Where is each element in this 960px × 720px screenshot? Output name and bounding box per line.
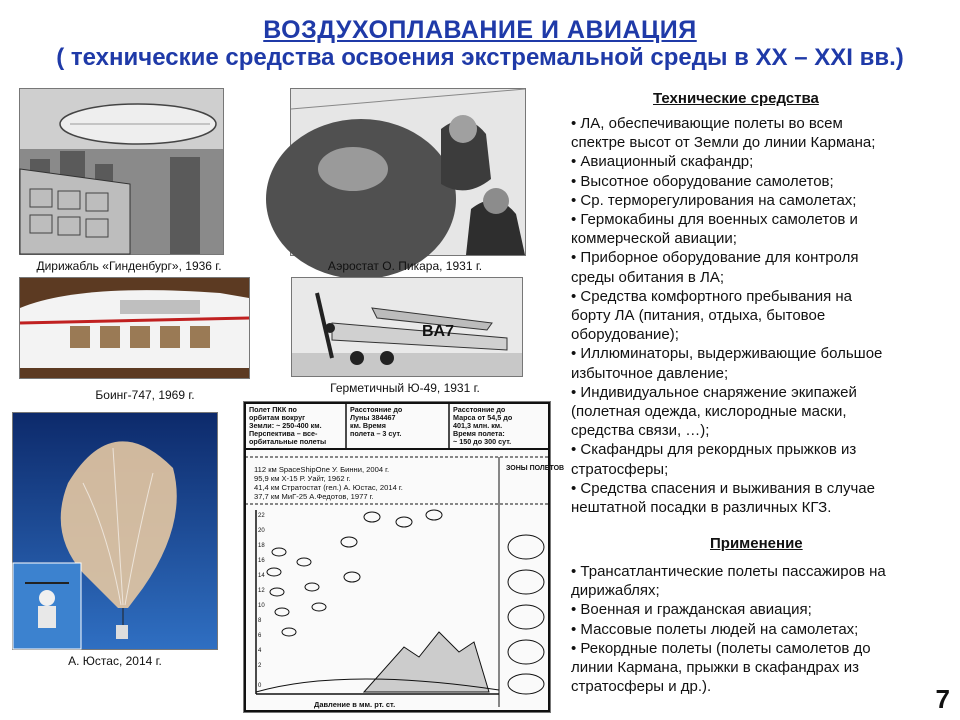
- tech-item: борту ЛА (питания, отдыха, бытовое: [571, 307, 826, 325]
- aerostat-caption: Аэростат О. Пикара, 1931 г.: [327, 259, 483, 273]
- tech-item: • ЛА, обеспечивающие полеты во всем: [571, 115, 843, 132]
- eustace-photo: [12, 412, 218, 650]
- diagram-header-1-line-4: Перспектива – все-: [249, 429, 318, 438]
- slide-subtitle: ( технические средства освоения экстремальной среды в ХХ – ХХI вв.): [56, 44, 904, 71]
- svg-text:6: 6: [258, 633, 262, 639]
- slide-title: ВОЗДУХОПЛАВАНИЕ И АВИАЦИЯ: [263, 16, 697, 44]
- svg-text:22: 22: [258, 513, 265, 519]
- usage-item: • Военная и гражданская авиация;: [571, 601, 812, 619]
- diagram-record-1: 112 км SpaceShipOne У. Бинни, 2004 г.: [254, 465, 390, 474]
- svg-text:16: 16: [258, 558, 265, 564]
- zeppelin-caption: Дирижабль «Гинденбург», 1936 г.: [36, 259, 222, 273]
- diagram-record-2: 95,9 км X-15 Р. Уайт, 1962 г.: [254, 474, 351, 483]
- svg-text:BA7: BA7: [422, 323, 455, 340]
- svg-text:18: 18: [258, 543, 265, 549]
- diagram-header-3-line-5: ~ 150 до 300 сут.: [453, 437, 512, 446]
- aerostat-photo: [290, 88, 526, 256]
- svg-text:20: 20: [258, 528, 265, 534]
- diagram-zones-label: ЗОНЫ ПОЛЕТОВ: [506, 465, 565, 472]
- usage-item: • Рекордные полеты (полеты самолетов до: [571, 639, 871, 657]
- diagram-header-2-line-2: Луны 384467: [350, 413, 396, 422]
- diagram-record-3: 41,4 км Стратостат (гел.) А. Юстас, 2014 г.: [254, 483, 403, 492]
- tech-item: • Ср. терморегулирования на самолетах;: [571, 191, 857, 209]
- tech-item: • Высотное оборудование самолетов;: [571, 172, 834, 190]
- diagram-header-1-line-1: Полет ПКК по: [249, 405, 297, 414]
- tech-item: коммерческой авиации;: [571, 230, 737, 248]
- tech-item: • Приборное оборудование для контроля: [571, 249, 859, 267]
- diagram-header-3-line-2: Марса от 54,5 до: [453, 413, 513, 422]
- tech-item: нештатной посадки в различных КГЗ.: [571, 499, 832, 517]
- ju49-caption: Герметичный Ю-49, 1931 г.: [330, 381, 480, 395]
- tech-item: • Гермокабины для военных самолетов и: [571, 211, 858, 229]
- diagram-axis-label: Давление в мм. рт. ст.: [314, 700, 396, 709]
- tech-heading: Технические средства: [653, 90, 819, 107]
- tech-item: • Иллюминаторы, выдерживающие большое: [571, 345, 883, 363]
- tech-item: оборудование);: [571, 326, 679, 344]
- tech-item: • Индивидуальное снаряжение экипажей: [571, 383, 857, 401]
- svg-text:12: 12: [258, 588, 265, 594]
- usage-list: [571, 562, 955, 696]
- altitude-diagram: [243, 401, 565, 713]
- diagram-header-2-line-4: полета – 3 сут.: [350, 429, 402, 438]
- zeppelin-photo: [19, 88, 224, 255]
- diagram-record-4: 37,7 км МиГ-25 А.Федотов, 1977 г.: [254, 492, 374, 501]
- eustace-caption: А. Юстас, 2014 г.: [68, 654, 162, 668]
- diagram-header-2-line-3: км. Время: [350, 421, 386, 430]
- svg-text:0: 0: [258, 683, 262, 689]
- diagram-header-3-line-4: Время полета:: [453, 429, 505, 438]
- tech-item: (полетная одежда, кислородные маски,: [571, 403, 847, 421]
- usage-heading: Применение: [710, 535, 803, 552]
- boeing-caption: Боинг-747, 1969 г.: [95, 388, 195, 402]
- page-number: 7: [935, 684, 950, 714]
- tech-item: • Скафандры для рекордных прыжков из: [571, 441, 857, 459]
- svg-text:4: 4: [258, 648, 262, 654]
- ju49-photo: [291, 277, 523, 377]
- usage-item: дирижаблях;: [571, 582, 660, 600]
- svg-text:8: 8: [258, 618, 262, 624]
- svg-text:14: 14: [258, 573, 265, 579]
- usage-item: линии Кармана, прыжки в скафандрах из: [571, 659, 859, 677]
- tech-item: стратосферы;: [571, 460, 669, 478]
- svg-text:10: 10: [258, 603, 265, 609]
- svg-text:2: 2: [258, 663, 262, 669]
- tech-item: средства связи, …);: [571, 422, 710, 440]
- diagram-header-3-line-1: Расстояние до: [453, 405, 506, 414]
- boeing-photo: [19, 277, 250, 379]
- usage-item: • Трансатлантические полеты пассажиров на: [571, 563, 886, 580]
- tech-item: • Авиационный скафандр;: [571, 153, 754, 171]
- tech-item: среды обитания в ЛА;: [571, 268, 725, 286]
- usage-item: стратосферы и др.).: [571, 678, 712, 696]
- usage-item: • Массовые полеты людей на самолетах;: [571, 620, 859, 638]
- diagram-header-1-line-2: орбитам вокруг: [249, 413, 306, 422]
- tech-item: избыточное давление;: [571, 364, 729, 382]
- diagram-header-1-line-5: орбитальные полеты: [249, 437, 327, 446]
- tech-item: спектре высот от Земли до линии Кармана;: [571, 134, 876, 152]
- diagram-header-3-line-3: 401,3 млн. км.: [453, 421, 503, 430]
- tech-list: [571, 114, 955, 517]
- tech-item: • Средства комфортного пребывания на: [571, 287, 853, 305]
- diagram-header-2-line-1: Расстояние до: [350, 405, 403, 414]
- tech-item: • Средства спасения и выживания в случае: [571, 479, 875, 497]
- diagram-header-1-line-3: Земли: ~ 250-400 км.: [249, 421, 322, 430]
